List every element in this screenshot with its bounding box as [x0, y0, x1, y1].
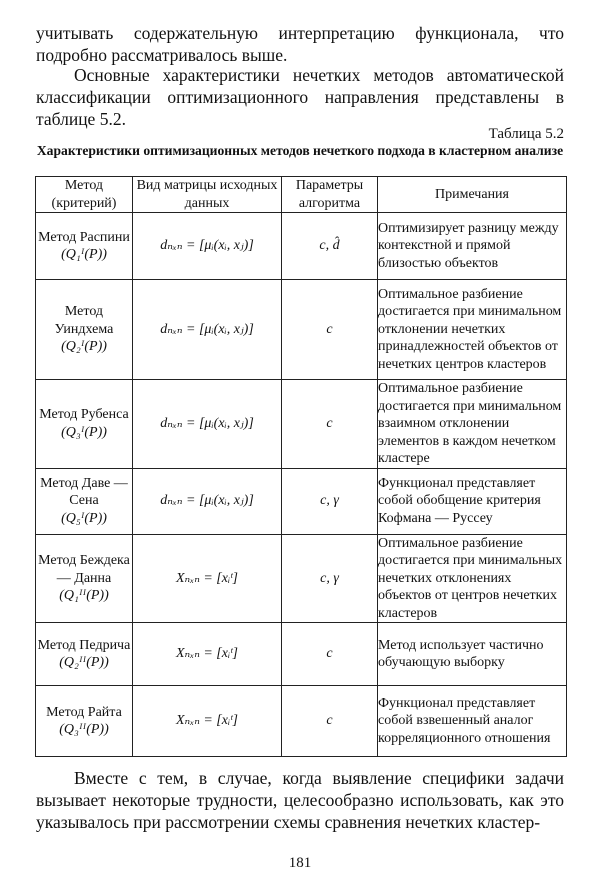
- method-cell: [36, 280, 133, 380]
- header-notes: Примечания: [378, 177, 567, 213]
- params-cell: c: [282, 280, 378, 380]
- params-cell: c, d̂: [282, 213, 378, 280]
- matrix-cell: dₙₓₙ = [μᵢ(xᵢ, xⱼ)]: [133, 213, 282, 280]
- method-cell: [36, 213, 133, 280]
- method-cell: [36, 686, 133, 757]
- paragraph-intro: учитывать содержательную интерпретацию функционала, что подробно рассматривалось выше.: [36, 23, 564, 65]
- method-criterion: (Q₁ᴵᴵ(P)): [59, 588, 109, 603]
- method-criterion: (Q₂ᴵ(P)): [61, 339, 107, 355]
- method-cell: [36, 623, 133, 686]
- matrix-cell: dₙₓₙ = [μᵢ(xᵢ, xⱼ)]: [133, 468, 282, 534]
- note-cell: Метод использует частично обучающую выборку: [378, 623, 567, 686]
- method-criterion: (Q₃ᴵ(P)): [61, 424, 107, 440]
- header-matrix: Вид матрицы исходных данных: [133, 177, 282, 213]
- matrix-cell: dₙₓₙ = [μᵢ(xᵢ, xⱼ)]: [133, 280, 282, 380]
- paragraph-continuation: Вместе с тем, в случае, когда выявление специфики задачи вызывает некоторые трудности, целесообразно использовать, как это указывалось при рассмотрении схемы сравнения нечетких кластер-: [36, 768, 564, 832]
- method-name: Метод Уиндхема: [54, 304, 114, 337]
- params-cell: c: [282, 686, 378, 757]
- header-method: Метод (критерий): [36, 177, 133, 213]
- characteristics-table: [35, 176, 567, 757]
- header-params: Параметры алгоритма: [282, 177, 378, 213]
- note-cell: Оптимизирует разницу между контекстной и прямой близостью объектов: [378, 213, 567, 280]
- params-cell: c: [282, 380, 378, 469]
- table-caption: Таблица 5.2: [488, 126, 564, 142]
- table-row: [36, 686, 567, 757]
- note-cell: Функционал представляет собой обобщение критерия Кофмана — Руссеу: [378, 468, 567, 534]
- matrix-cell: Xₙₓₙ = [xᵢᵗ]: [133, 686, 282, 757]
- method-criterion: (Q₂ᴵᴵ(P)): [59, 655, 109, 670]
- note-cell: Функционал представляет собой взвешенный аналог корреляционного отношения: [378, 686, 567, 757]
- matrix-cell: dₙₓₙ = [μᵢ(xᵢ, xⱼ)]: [133, 380, 282, 469]
- method-name: Метод Беждека — Данна: [38, 553, 130, 586]
- paragraph-table-reference: Основные характеристики нечетких методов автоматической классификации оптимизационного направления представлены в таблице 5.2.: [36, 65, 564, 129]
- method-criterion: (Q₃ᴵᴵ(P)): [59, 722, 109, 737]
- method-name: Метод Даве — Сена: [40, 475, 128, 509]
- method-criterion: (Q₁ᴵ(P)): [61, 247, 107, 262]
- method-cell: [36, 534, 133, 623]
- method-name: Метод Распини: [38, 229, 130, 245]
- note-cell: Оптимальное разбиение достигается при минимальном взаимном отклонении элементов в каждом нечетком кластере: [378, 380, 567, 469]
- table-row: [36, 534, 567, 623]
- table-row: [36, 280, 567, 380]
- table-row: [36, 380, 567, 469]
- page-number: 181: [288, 855, 312, 871]
- method-cell: [36, 380, 133, 469]
- table-row: [36, 213, 567, 280]
- table-row: [36, 468, 567, 534]
- params-cell: c, γ: [282, 468, 378, 534]
- matrix-cell: Xₙₓₙ = [xᵢᵗ]: [133, 623, 282, 686]
- params-cell: c, γ: [282, 534, 378, 623]
- method-criterion: (Q₅ᴵ(P)): [61, 510, 107, 526]
- params-cell: c: [282, 623, 378, 686]
- matrix-cell: Xₙₓₙ = [xᵢᵗ]: [133, 534, 282, 623]
- method-name: Метод Райта: [46, 704, 122, 720]
- note-cell: Оптимальное разбиение достигается при минимальном отклонении нечетких принадлежностей объектов от нечетких центров кластеров: [378, 280, 567, 380]
- method-name: Метод Педрича: [37, 637, 131, 653]
- table-header-row: [36, 177, 567, 213]
- method-name: Метод Рубенса: [39, 407, 129, 423]
- method-cell: [36, 468, 133, 534]
- table-row: [36, 623, 567, 686]
- note-cell: Оптимальное разбиение достигается при минимальных нечетких отклонениях объектов от центров нечетких кластеров: [378, 534, 567, 623]
- table-title: Характеристики оптимизационных методов нечеткого подхода в кластерном анализе: [36, 143, 564, 158]
